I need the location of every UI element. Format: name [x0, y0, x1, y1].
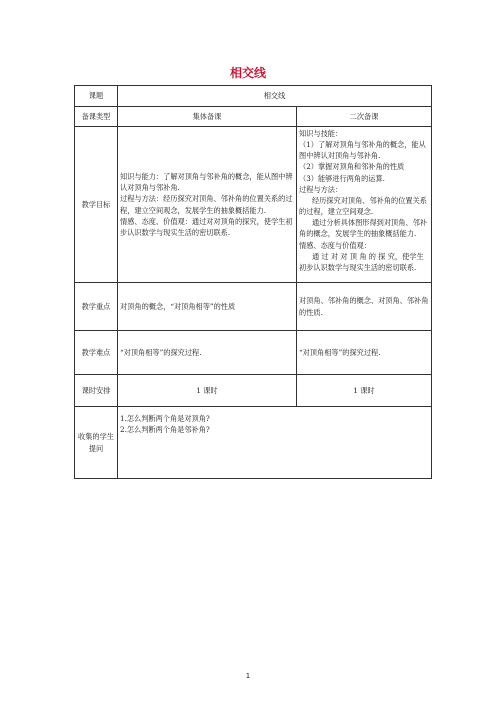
prep-type-label: 备课类型	[75, 107, 118, 127]
page-number: 1	[245, 672, 251, 680]
schedule-secondary: 1 课时	[297, 375, 432, 407]
goal-attitude: 情感、态度、价值观：通过对对顶角的探究，使学生初步认识数学与现实生活的密切联系.	[120, 216, 293, 237]
key-points-label: 教学重点	[75, 283, 118, 331]
row-student-questions	[75, 407, 432, 479]
goals-secondary	[297, 127, 432, 283]
question-item: 1.怎么判断两个角是对顶角?	[120, 414, 210, 423]
difficulties-label: 教学难点	[75, 331, 118, 375]
collective-prep-header: 集体备课	[118, 107, 297, 127]
goal2-attitude: 通 过 对 对 顶 角 的 探 究，使学生初步认识数学与现实生活的密切联系.	[299, 251, 424, 272]
questions-label: 收集的学生提问	[75, 407, 118, 479]
row-topic	[75, 86, 432, 107]
goal-process: 过程与方法：经历探究对顶角、邻补角的位置关系的过程，建立空间观念，发展学生的抽象概括能力.	[120, 194, 293, 215]
secondary-prep-header: 二次备课	[297, 107, 432, 127]
key-points-secondary: 对顶角、邻补角的概念、对顶角、邻补角的性质.	[297, 283, 432, 331]
questions-list	[118, 407, 432, 479]
row-schedule	[75, 375, 432, 407]
schedule-label: 课时安排	[75, 375, 118, 407]
schedule-collective: 1 课时	[118, 375, 297, 407]
goal2-heading-process: 过程与方法：	[299, 184, 343, 194]
goals-label: 教学目标	[75, 127, 118, 283]
question-item: 2.怎么判断两个角是邻补角?	[120, 425, 210, 435]
row-prep-type	[75, 107, 432, 127]
goal2-item-1: （1）了解对顶角与邻补角的概念，能从图中辨认对顶角与邻补角.	[299, 140, 426, 161]
goal2-heading-attitude: 情感、态度与价值观：	[299, 240, 371, 250]
key-points-collective: 对顶角的概念，“对顶角相等”的性质	[118, 283, 297, 331]
difficulties-secondary: “对顶角相等”的探究过程.	[297, 331, 432, 375]
goal2-item-3: （3）能够进行两角的运算.	[299, 173, 385, 183]
row-goals	[75, 127, 432, 283]
goal2-process-2: 通过分析具体图形得到对顶角、邻补角的概念，发展学生的抽象概括能力.	[299, 218, 427, 239]
goal2-item-2: （2）掌握对顶角和邻补角的性质	[299, 162, 405, 172]
difficulties-collective: “对顶角相等”的探究过程.	[118, 331, 297, 375]
row-difficulties	[75, 331, 432, 375]
row-key-points	[75, 283, 432, 331]
goals-collective	[118, 127, 297, 283]
lesson-plan-table	[74, 85, 432, 479]
goal-knowledge: 知识与能力：了解对顶角与邻补角的概念，能从图中辨认对顶角与邻补角.	[120, 172, 293, 193]
page-title: 相交线	[229, 66, 266, 80]
topic-value: 相交线	[118, 86, 432, 107]
goal2-process-1: 经历探究对顶角、邻补角的位置关系的过程，建立空间观念.	[299, 195, 427, 217]
goal2-heading-knowledge: 知识与技能：	[299, 129, 343, 138]
topic-label: 课题	[75, 86, 118, 107]
